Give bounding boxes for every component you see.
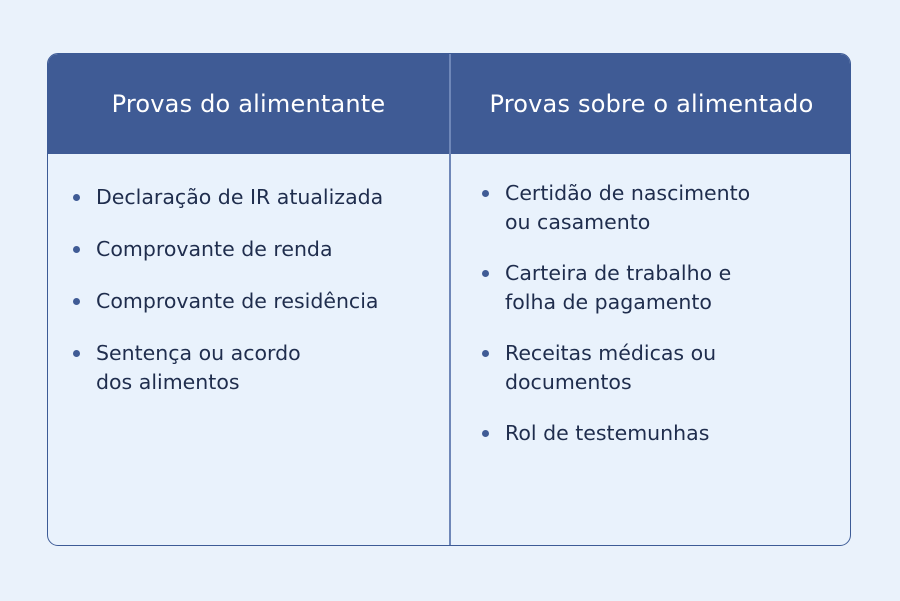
list-item xyxy=(72,287,442,316)
list-item xyxy=(481,259,831,317)
bullet-icon xyxy=(73,298,80,305)
comparison-table xyxy=(47,53,851,546)
list-item xyxy=(72,339,442,397)
list-item-text: Sentença ou acordo dos alimentos xyxy=(96,341,301,394)
bullet-icon xyxy=(482,350,489,357)
list-item-text: Rol de testemunhas xyxy=(505,421,710,445)
list-item-text: Receitas médicas ou documentos xyxy=(505,341,717,394)
list-item-text: Comprovante de renda xyxy=(96,237,333,261)
list-item xyxy=(481,419,831,448)
list-item-text: Certidão de nascimento ou casamento xyxy=(505,181,751,234)
list-item-text: Carteira de trabalho e folha de pagamento xyxy=(505,261,732,314)
column-header-alimentante: Provas do alimentante xyxy=(111,90,386,118)
list-item xyxy=(72,235,442,264)
bullet-icon xyxy=(482,430,489,437)
bullet-icon xyxy=(482,270,489,277)
bullet-icon xyxy=(73,246,80,253)
column-header-alimentado: Provas sobre o alimentado xyxy=(489,90,814,118)
column-body-alimentado xyxy=(481,154,831,448)
list-item-text: Comprovante de residência xyxy=(96,289,379,313)
column-body-alimentante xyxy=(72,154,442,397)
bullet-icon xyxy=(73,194,80,201)
list-item xyxy=(481,179,831,237)
list-item-text: Declaração de IR atualizada xyxy=(96,185,384,209)
bullet-list xyxy=(481,154,831,448)
bullet-icon xyxy=(482,190,489,197)
bullet-list xyxy=(72,154,442,397)
bullet-icon xyxy=(73,350,80,357)
list-item xyxy=(481,339,831,397)
list-item xyxy=(72,183,442,212)
